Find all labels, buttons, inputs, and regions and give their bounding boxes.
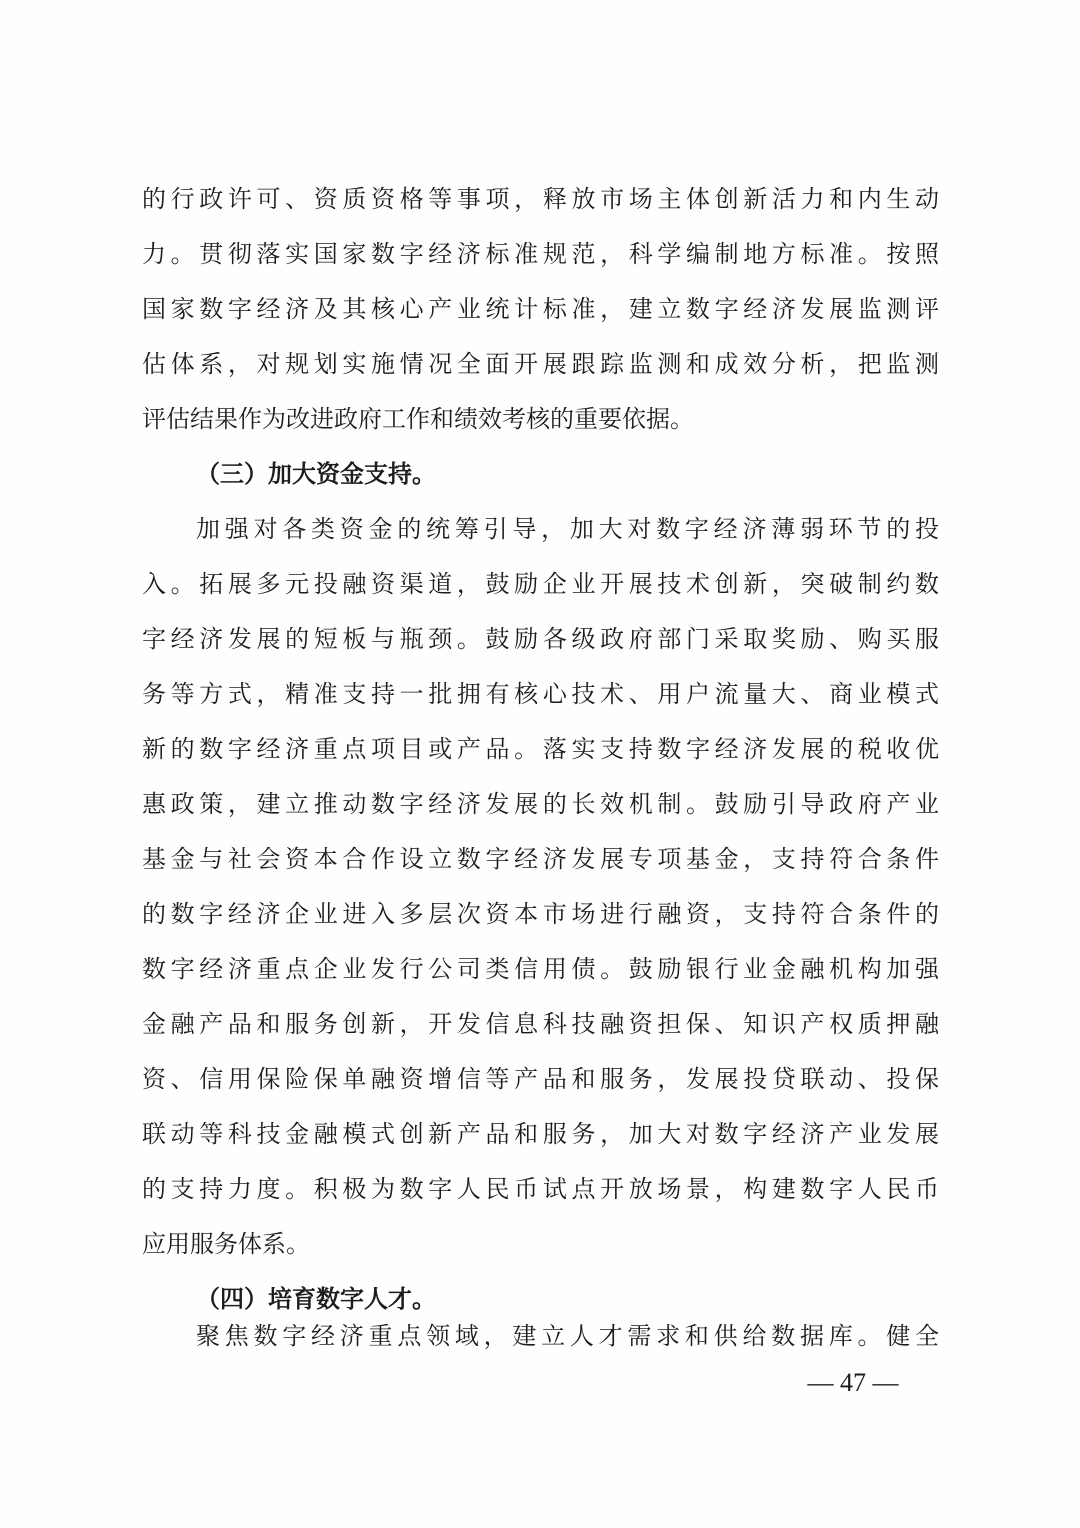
- body-text-line: 字经济发展的短板与瓶颈。鼓励各级政府部门采取奖励、购买服: [142, 625, 939, 653]
- body-text-line: 应用服务体系。: [142, 1230, 310, 1258]
- body-text-line: 的数字经济企业进入多层次资本市场进行融资，支持符合条件的: [142, 900, 939, 928]
- body-text-line: 评估结果作为改进政府工作和绩效考核的重要依据。: [142, 405, 694, 433]
- body-text-line: 联动等科技金融模式创新产品和服务，加大对数字经济产业发展: [142, 1120, 939, 1148]
- page-number: — 47 —: [807, 1368, 899, 1397]
- body-text-line: 惠政策，建立推动数字经济发展的长效机制。鼓励引导政府产业: [142, 790, 939, 818]
- body-text-line: 聚焦数字经济重点领域，建立人才需求和供给数据库。健全: [196, 1322, 939, 1350]
- body-text-line: 务等方式，精准支持一批拥有核心技术、用户流量大、商业模式: [142, 680, 939, 708]
- body-text-line: 资、信用保险保单融资增信等产品和服务，发展投贷联动、投保: [142, 1065, 939, 1093]
- body-text-line: 入。拓展多元投融资渠道，鼓励企业开展技术创新，突破制约数: [142, 570, 939, 598]
- body-text-line: 数字经济重点企业发行公司类信用债。鼓励银行业金融机构加强: [142, 955, 939, 983]
- body-text-line: 的支持力度。积极为数字人民币试点开放场景，构建数字人民币: [142, 1175, 939, 1203]
- body-text-line: 加强对各类资金的统筹引导，加大对数字经济薄弱环节的投: [196, 515, 939, 543]
- body-text-line: 金融产品和服务创新，开发信息科技融资担保、知识产权质押融: [142, 1010, 939, 1038]
- body-text-line: 估体系，对规划实施情况全面开展跟踪监测和成效分析，把监测: [142, 350, 939, 378]
- body-text-line: 新的数字经济重点项目或产品。落实支持数字经济发展的税收优: [142, 735, 939, 763]
- body-text-line: 的行政许可、资质资格等事项，释放市场主体创新活力和内生动: [142, 185, 939, 213]
- section-heading: （四）培育数字人才。: [196, 1284, 436, 1313]
- body-text-line: 国家数字经济及其核心产业统计标准，建立数字经济发展监测评: [142, 295, 939, 323]
- body-text-line: 基金与社会资本合作设立数字经济发展专项基金，支持符合条件: [142, 845, 939, 873]
- section-heading: （三）加大资金支持。: [196, 459, 436, 488]
- body-text-line: 力。贯彻落实国家数字经济标准规范，科学编制地方标准。按照: [142, 240, 939, 268]
